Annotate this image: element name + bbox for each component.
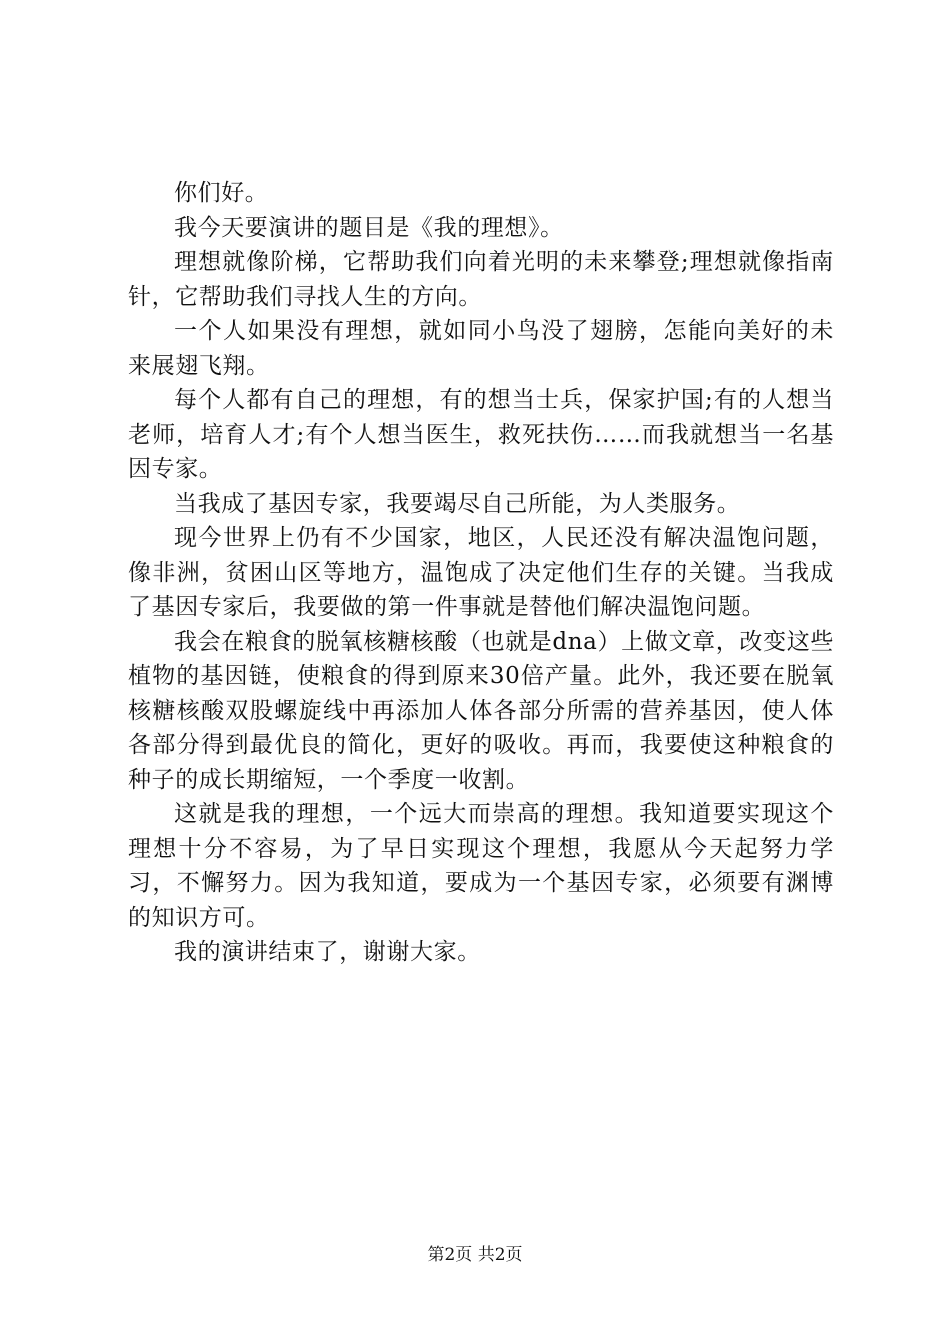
paragraph-bird: 一个人如果没有理想，就如同小鸟没了翅膀，怎能向美好的未来展翅飞翔。 [128,318,834,379]
paragraph-careers: 每个人都有自己的理想，有的想当士兵，保家护国;有的人想当老师，培育人才;有个人想当医生，救死扶伤……而我就想当一名基因专家。 [128,387,834,482]
paragraph-topic: 我今天要演讲的题目是《我的理想》。 [174,214,564,241]
paragraph-closing: 我的演讲结束了，谢谢大家。 [174,939,481,965]
page-footer: 第2页 共2页 [427,1245,523,1265]
paragraph-greeting: 你们好。 [174,180,269,206]
paragraph-ladder: 理想就像阶梯，它帮助我们向着光明的未来攀登;理想就像指南针，它帮助我们寻找人生的方向。 [128,249,834,310]
paragraph-ideal: 这就是我的理想，一个远大而崇高的理想。我知道要实现这个理想十分不容易，为了早日实现这个理想，我愿从今天起努力学习，不懈努力。因为我知道，要成为一个基因专家，必须要有渊博的知识方可。 [128,801,834,931]
document-body [128,176,834,970]
paragraph-serve: 当我成了基因专家，我要竭尽自己所能，为人类服务。 [174,490,741,517]
paragraph-dna: 我会在粮食的脱氧核糖核酸（也就是dna）上做文章，改变这些植物的基因链，使粮食的得到原来30倍产量。此外，我还要在脱氧核糖核酸双股螺旋线中再添加人体各部分所需的营养基因，使人体各部分得到最优良的简化，更好的吸收。再而，我要使这种粮食的种子的成长期缩短，一个季度一收割。 [128,628,834,793]
paragraph-hunger: 现今世界上仍有不少国家，地区，人民还没有解决温饱问题，像非洲，贫困山区等地方，温饱成了决定他们生存的关键。当我成了基因专家后，我要做的第一件事就是替他们解决温饱问题。 [128,525,834,620]
